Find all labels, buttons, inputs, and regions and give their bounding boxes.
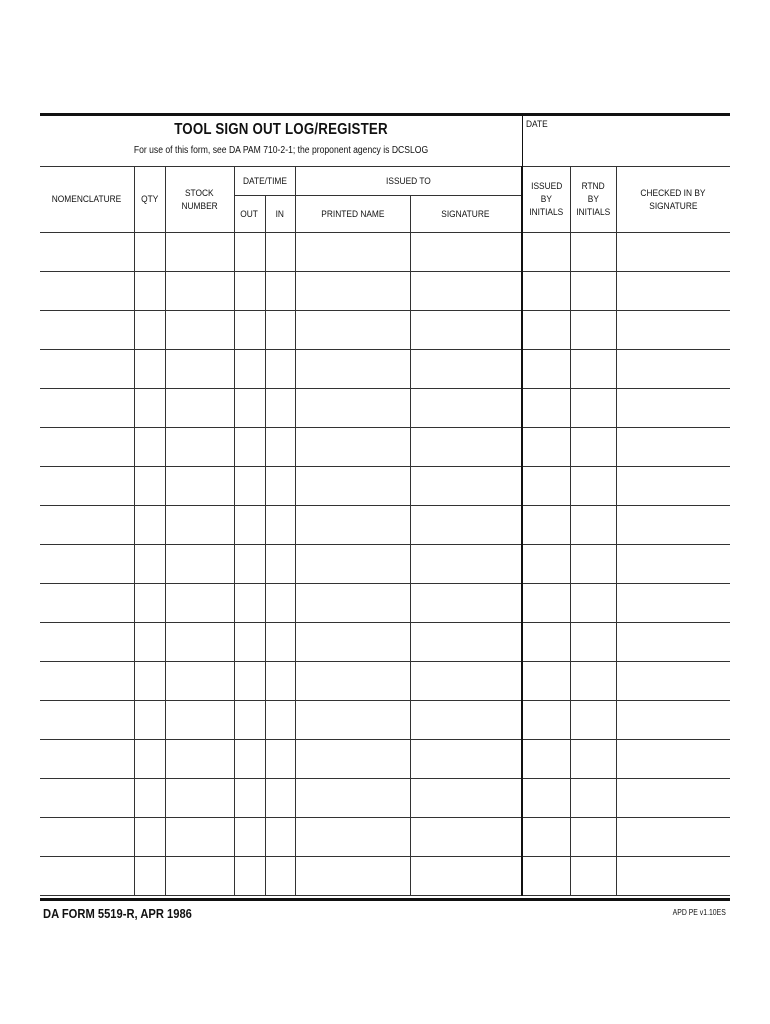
header-out: OUT xyxy=(234,196,265,233)
cell-rtnd-by[interactable] xyxy=(570,389,616,428)
cell-checked-in-by[interactable] xyxy=(616,818,730,857)
cell-issued-by[interactable] xyxy=(522,584,570,623)
cell-printed-name[interactable] xyxy=(295,818,410,857)
cell-checked-in-by[interactable] xyxy=(616,779,730,818)
form-id: DA FORM 5519-R, APR 1986 xyxy=(43,906,192,921)
cell-qty[interactable] xyxy=(134,506,165,545)
cell-rtnd-by[interactable] xyxy=(570,311,616,350)
cell-rtnd-by[interactable] xyxy=(570,233,616,272)
cell-checked-in-by[interactable] xyxy=(616,857,730,896)
cell-stock-number[interactable] xyxy=(165,467,234,506)
cell-in[interactable] xyxy=(265,857,295,896)
cell-rtnd-by[interactable] xyxy=(570,662,616,701)
cell-qty[interactable] xyxy=(134,311,165,350)
cell-rtnd-by[interactable] xyxy=(570,467,616,506)
cell-nomenclature[interactable] xyxy=(40,818,134,857)
cell-signature[interactable] xyxy=(410,506,522,545)
cell-issued-by[interactable] xyxy=(522,233,570,272)
date-label: DATE xyxy=(526,119,548,130)
cell-checked-in-by[interactable] xyxy=(616,506,730,545)
table-row xyxy=(40,740,730,779)
cell-rtnd-by[interactable] xyxy=(570,506,616,545)
header-qty: QTY xyxy=(134,167,165,233)
cell-issued-by[interactable] xyxy=(522,389,570,428)
cell-checked-in-by[interactable] xyxy=(616,233,730,272)
header-checked-in-by-signature: CHECKED IN BY SIGNATURE xyxy=(616,167,730,233)
cell-nomenclature[interactable] xyxy=(40,779,134,818)
cell-checked-in-by[interactable] xyxy=(616,428,730,467)
cell-in[interactable] xyxy=(265,701,295,740)
cell-issued-by[interactable] xyxy=(522,857,570,896)
cell-qty[interactable] xyxy=(134,857,165,896)
cell-checked-in-by[interactable] xyxy=(616,545,730,584)
cell-checked-in-by[interactable] xyxy=(616,701,730,740)
cell-out[interactable] xyxy=(234,779,265,818)
cell-nomenclature[interactable] xyxy=(40,740,134,779)
cell-qty[interactable] xyxy=(134,545,165,584)
table-row xyxy=(40,467,730,506)
cell-printed-name[interactable] xyxy=(295,350,410,389)
cell-qty[interactable] xyxy=(134,272,165,311)
header-issued-by-initials: ISSUED BY INITIALS xyxy=(522,167,570,233)
cell-rtnd-by[interactable] xyxy=(570,545,616,584)
cell-issued-by[interactable] xyxy=(522,311,570,350)
cell-signature[interactable] xyxy=(410,779,522,818)
cell-printed-name[interactable] xyxy=(295,389,410,428)
cell-checked-in-by[interactable] xyxy=(616,467,730,506)
cell-stock-number[interactable] xyxy=(165,818,234,857)
cell-issued-by[interactable] xyxy=(522,701,570,740)
cell-rtnd-by[interactable] xyxy=(570,272,616,311)
table-row xyxy=(40,311,730,350)
table-row xyxy=(40,857,730,896)
cell-signature[interactable] xyxy=(410,233,522,272)
cell-issued-by[interactable] xyxy=(522,272,570,311)
form-title: TOOL SIGN OUT LOG/REGISTER xyxy=(174,121,388,138)
form-subtitle: For use of this form, see DA PAM 710-2-1; the proponent agency is DCSLOG xyxy=(133,145,429,156)
table-row xyxy=(40,662,730,701)
table-row xyxy=(40,506,730,545)
cell-rtnd-by[interactable] xyxy=(570,740,616,779)
cell-stock-number[interactable] xyxy=(165,779,234,818)
table-row xyxy=(40,779,730,818)
cell-qty[interactable] xyxy=(134,428,165,467)
cell-signature[interactable] xyxy=(410,311,522,350)
cell-out[interactable] xyxy=(234,662,265,701)
cell-stock-number[interactable] xyxy=(165,233,234,272)
table-row xyxy=(40,545,730,584)
cell-qty[interactable] xyxy=(134,389,165,428)
cell-nomenclature[interactable] xyxy=(40,272,134,311)
cell-out[interactable] xyxy=(234,467,265,506)
cell-in[interactable] xyxy=(265,662,295,701)
title-area xyxy=(40,116,522,166)
cell-signature[interactable] xyxy=(410,701,522,740)
cell-out[interactable] xyxy=(234,740,265,779)
cell-printed-name[interactable] xyxy=(295,272,410,311)
cell-stock-number[interactable] xyxy=(165,584,234,623)
cell-nomenclature[interactable] xyxy=(40,467,134,506)
cell-rtnd-by[interactable] xyxy=(570,623,616,662)
cell-checked-in-by[interactable] xyxy=(616,584,730,623)
cell-nomenclature[interactable] xyxy=(40,233,134,272)
cell-printed-name[interactable] xyxy=(295,506,410,545)
cell-checked-in-by[interactable] xyxy=(616,350,730,389)
cell-out[interactable] xyxy=(234,272,265,311)
cell-in[interactable] xyxy=(265,740,295,779)
cell-checked-in-by[interactable] xyxy=(616,272,730,311)
cell-checked-in-by[interactable] xyxy=(616,662,730,701)
cell-nomenclature[interactable] xyxy=(40,506,134,545)
cell-issued-by[interactable] xyxy=(522,779,570,818)
cell-in[interactable] xyxy=(265,311,295,350)
cell-qty[interactable] xyxy=(134,662,165,701)
cell-printed-name[interactable] xyxy=(295,740,410,779)
cell-signature[interactable] xyxy=(410,428,522,467)
cell-qty[interactable] xyxy=(134,623,165,662)
cell-nomenclature[interactable] xyxy=(40,428,134,467)
cell-stock-number[interactable] xyxy=(165,545,234,584)
cell-checked-in-by[interactable] xyxy=(616,740,730,779)
header-printed-name: PRINTED NAME xyxy=(295,196,410,233)
cell-signature[interactable] xyxy=(410,623,522,662)
cell-out[interactable] xyxy=(234,350,265,389)
cell-in[interactable] xyxy=(265,272,295,311)
cell-out[interactable] xyxy=(234,506,265,545)
cell-printed-name[interactable] xyxy=(295,662,410,701)
cell-qty[interactable] xyxy=(134,818,165,857)
header-date-time: DATE/TIME xyxy=(234,167,295,196)
cell-nomenclature[interactable] xyxy=(40,701,134,740)
cell-rtnd-by[interactable] xyxy=(570,428,616,467)
cell-printed-name[interactable] xyxy=(295,584,410,623)
cell-qty[interactable] xyxy=(134,350,165,389)
cell-checked-in-by[interactable] xyxy=(616,623,730,662)
cell-qty[interactable] xyxy=(134,779,165,818)
cell-nomenclature[interactable] xyxy=(40,857,134,896)
cell-issued-by[interactable] xyxy=(522,545,570,584)
cell-in[interactable] xyxy=(265,584,295,623)
version-label: APD PE v1.10ES xyxy=(672,908,726,917)
table-row xyxy=(40,389,730,428)
cell-out[interactable] xyxy=(234,389,265,428)
cell-signature[interactable] xyxy=(410,350,522,389)
cell-rtnd-by[interactable] xyxy=(570,701,616,740)
cell-nomenclature[interactable] xyxy=(40,662,134,701)
table-row xyxy=(40,350,730,389)
cell-in[interactable] xyxy=(265,506,295,545)
cell-stock-number[interactable] xyxy=(165,623,234,662)
cell-nomenclature[interactable] xyxy=(40,389,134,428)
cell-in[interactable] xyxy=(265,818,295,857)
cell-in[interactable] xyxy=(265,779,295,818)
header-signature: SIGNATURE xyxy=(410,196,522,233)
table-row xyxy=(40,623,730,662)
cell-signature[interactable] xyxy=(410,662,522,701)
cell-stock-number[interactable] xyxy=(165,272,234,311)
header-rtnd-by-initials: RTND BY INITIALS xyxy=(570,167,616,233)
cell-qty[interactable] xyxy=(134,701,165,740)
cell-qty[interactable] xyxy=(134,467,165,506)
cell-signature[interactable] xyxy=(410,389,522,428)
cell-out[interactable] xyxy=(234,584,265,623)
cell-out[interactable] xyxy=(234,623,265,662)
cell-nomenclature[interactable] xyxy=(40,311,134,350)
cell-signature[interactable] xyxy=(410,857,522,896)
cell-issued-by[interactable] xyxy=(522,506,570,545)
cell-nomenclature[interactable] xyxy=(40,545,134,584)
cell-signature[interactable] xyxy=(410,467,522,506)
cell-printed-name[interactable] xyxy=(295,233,410,272)
header-nomenclature: NOMENCLATURE xyxy=(40,167,134,233)
cell-nomenclature[interactable] xyxy=(40,623,134,662)
cell-in[interactable] xyxy=(265,623,295,662)
cell-stock-number[interactable] xyxy=(165,662,234,701)
table-row xyxy=(40,233,730,272)
cell-printed-name[interactable] xyxy=(295,623,410,662)
cell-printed-name[interactable] xyxy=(295,701,410,740)
cell-issued-by[interactable] xyxy=(522,467,570,506)
cell-printed-name[interactable] xyxy=(295,545,410,584)
cell-printed-name[interactable] xyxy=(295,311,410,350)
cell-rtnd-by[interactable] xyxy=(570,584,616,623)
cell-stock-number[interactable] xyxy=(165,701,234,740)
cell-in[interactable] xyxy=(265,233,295,272)
table-row xyxy=(40,584,730,623)
cell-nomenclature[interactable] xyxy=(40,350,134,389)
cell-signature[interactable] xyxy=(410,584,522,623)
date-field[interactable] xyxy=(522,116,731,166)
cell-issued-by[interactable] xyxy=(522,428,570,467)
cell-printed-name[interactable] xyxy=(295,779,410,818)
cell-printed-name[interactable] xyxy=(295,428,410,467)
table-row xyxy=(40,701,730,740)
cell-in[interactable] xyxy=(265,467,295,506)
cell-rtnd-by[interactable] xyxy=(570,350,616,389)
cell-issued-by[interactable] xyxy=(522,740,570,779)
cell-out[interactable] xyxy=(234,311,265,350)
cell-rtnd-by[interactable] xyxy=(570,857,616,896)
cell-signature[interactable] xyxy=(410,545,522,584)
cell-qty[interactable] xyxy=(134,740,165,779)
cell-rtnd-by[interactable] xyxy=(570,779,616,818)
cell-qty[interactable] xyxy=(134,233,165,272)
cell-stock-number[interactable] xyxy=(165,740,234,779)
header-in: IN xyxy=(265,196,295,233)
cell-checked-in-by[interactable] xyxy=(616,389,730,428)
cell-in[interactable] xyxy=(265,389,295,428)
cell-out[interactable] xyxy=(234,818,265,857)
cell-issued-by[interactable] xyxy=(522,818,570,857)
table-row xyxy=(40,818,730,857)
table-row xyxy=(40,272,730,311)
cell-nomenclature[interactable] xyxy=(40,584,134,623)
cell-stock-number[interactable] xyxy=(165,428,234,467)
cell-out[interactable] xyxy=(234,233,265,272)
cell-out[interactable] xyxy=(234,545,265,584)
cell-issued-by[interactable] xyxy=(522,662,570,701)
cell-printed-name[interactable] xyxy=(295,467,410,506)
cell-rtnd-by[interactable] xyxy=(570,818,616,857)
cell-out[interactable] xyxy=(234,857,265,896)
cell-stock-number[interactable] xyxy=(165,506,234,545)
cell-printed-name[interactable] xyxy=(295,857,410,896)
cell-issued-by[interactable] xyxy=(522,623,570,662)
cell-stock-number[interactable] xyxy=(165,311,234,350)
cell-out[interactable] xyxy=(234,428,265,467)
cell-out[interactable] xyxy=(234,701,265,740)
cell-issued-by[interactable] xyxy=(522,350,570,389)
cell-signature[interactable] xyxy=(410,272,522,311)
header-issued-to: ISSUED TO xyxy=(295,167,522,196)
log-table xyxy=(40,166,730,896)
bottom-rule xyxy=(40,898,730,901)
cell-stock-number[interactable] xyxy=(165,350,234,389)
cell-stock-number[interactable] xyxy=(165,389,234,428)
cell-in[interactable] xyxy=(265,428,295,467)
cell-stock-number[interactable] xyxy=(165,857,234,896)
header-stock-number: STOCK NUMBER xyxy=(165,167,234,233)
cell-qty[interactable] xyxy=(134,584,165,623)
cell-in[interactable] xyxy=(265,350,295,389)
cell-in[interactable] xyxy=(265,545,295,584)
table-row xyxy=(40,428,730,467)
cell-signature[interactable] xyxy=(410,818,522,857)
cell-signature[interactable] xyxy=(410,740,522,779)
cell-checked-in-by[interactable] xyxy=(616,311,730,350)
